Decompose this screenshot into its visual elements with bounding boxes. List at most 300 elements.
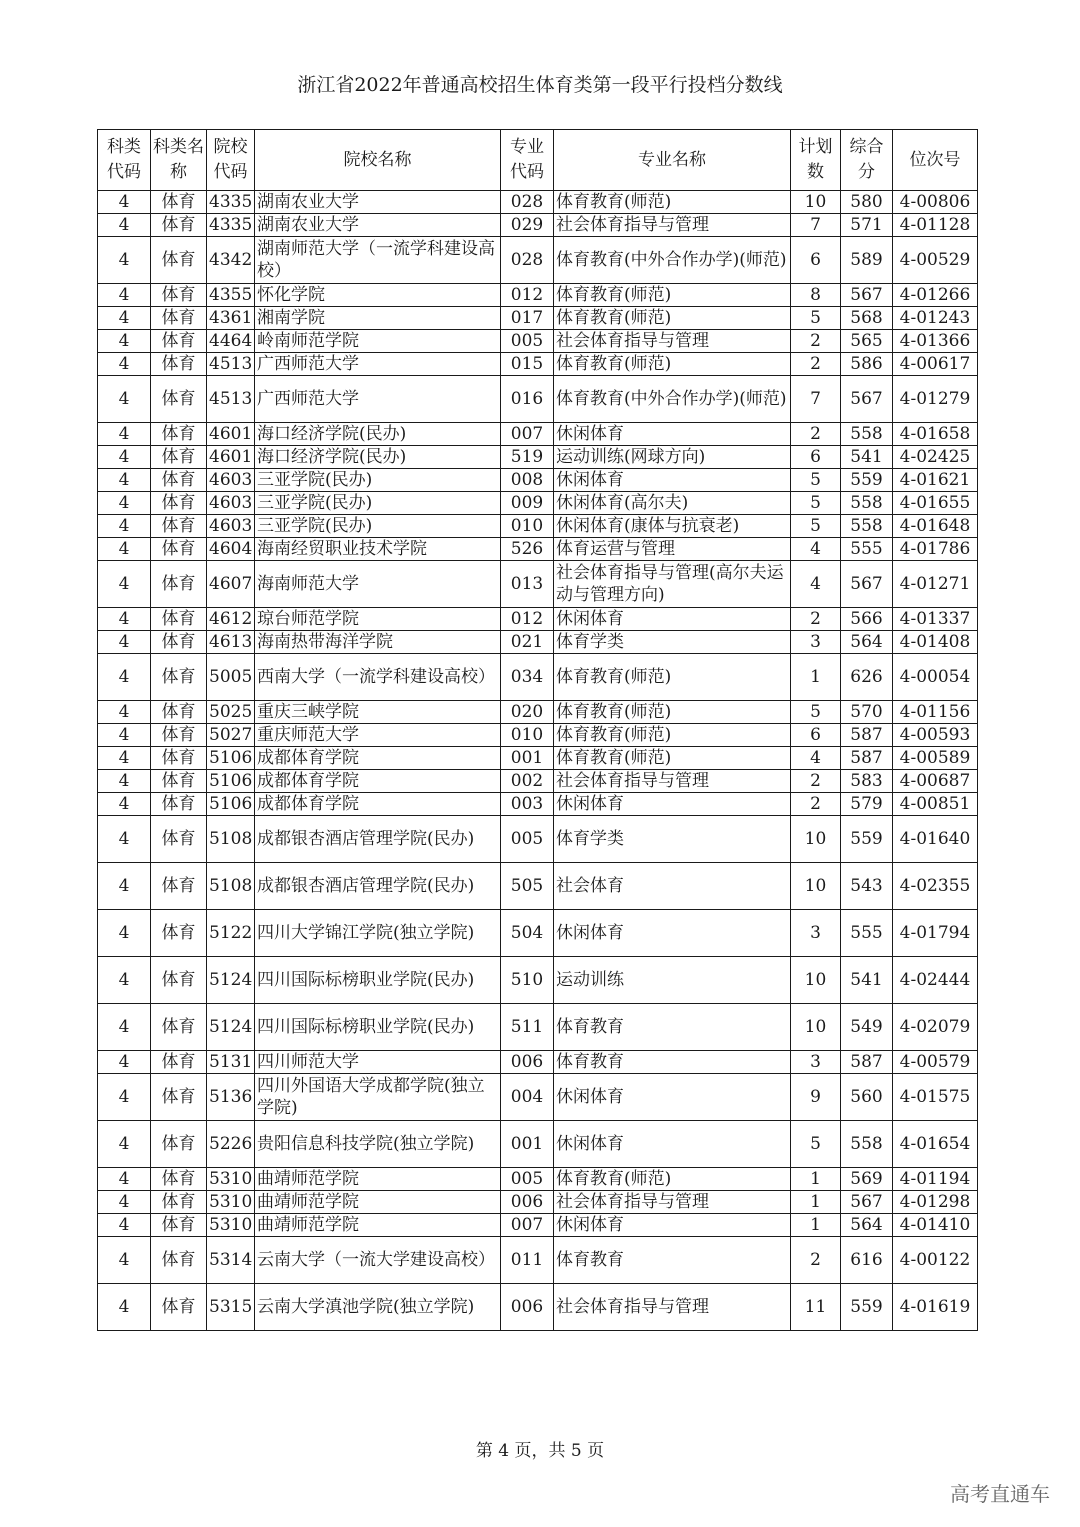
- cell-major-code: 011: [501, 1237, 554, 1284]
- cell-major-code: 034: [501, 654, 554, 701]
- table-row: [98, 515, 978, 538]
- cell-major-name: 休闲体育: [554, 423, 791, 446]
- cell-category-code: 4: [98, 538, 151, 561]
- cell-category-name: 体育: [151, 747, 207, 770]
- header-composite-score: 综合分: [841, 130, 893, 191]
- cell-major-name: 休闲体育: [554, 793, 791, 816]
- cell-school-code: 4613: [207, 631, 255, 654]
- cell-school-code: 5310: [207, 1214, 255, 1237]
- cell-plan-count: 5: [791, 515, 841, 538]
- cell-category-code: 4: [98, 423, 151, 446]
- cell-plan-count: 5: [791, 701, 841, 724]
- cell-category-name: 体育: [151, 1004, 207, 1051]
- cell-school-code: 5005: [207, 654, 255, 701]
- cell-school-name: 三亚学院(民办): [255, 515, 501, 538]
- table-row: [98, 863, 978, 910]
- table-row: [98, 701, 978, 724]
- cell-category-name: 体育: [151, 910, 207, 957]
- cell-category-name: 体育: [151, 284, 207, 307]
- cell-category-code: 4: [98, 631, 151, 654]
- header-plan-count: 计划数: [791, 130, 841, 191]
- cell-composite-score: 558: [841, 423, 893, 446]
- cell-major-code: 021: [501, 631, 554, 654]
- cell-category-code: 4: [98, 608, 151, 631]
- cell-school-code: 5315: [207, 1284, 255, 1331]
- cell-school-code: 5108: [207, 863, 255, 910]
- cell-major-name: 社会体育指导与管理: [554, 1191, 791, 1214]
- cell-composite-score: 560: [841, 1074, 893, 1121]
- cell-composite-score: 559: [841, 816, 893, 863]
- page-indicator: 第 4 页，共 5 页: [475, 1441, 605, 1461]
- table-row: [98, 330, 978, 353]
- cell-category-name: 体育: [151, 724, 207, 747]
- cell-composite-score: 626: [841, 654, 893, 701]
- table-row: [98, 214, 978, 237]
- cell-category-code: 4: [98, 1214, 151, 1237]
- cell-category-name: 体育: [151, 423, 207, 446]
- table-row: [98, 1074, 978, 1121]
- cell-school-name: 四川国际标榜职业学院(民办): [255, 1004, 501, 1051]
- cell-school-name: 云南大学（一流大学建设高校）: [255, 1237, 501, 1284]
- cell-category-code: 4: [98, 446, 151, 469]
- cell-composite-score: 541: [841, 957, 893, 1004]
- cell-category-code: 4: [98, 492, 151, 515]
- cell-rank: 4-00617: [893, 353, 978, 376]
- cell-rank: 4-02425: [893, 446, 978, 469]
- cell-composite-score: 571: [841, 214, 893, 237]
- cell-composite-score: 587: [841, 1051, 893, 1074]
- cell-rank: 4-01194: [893, 1168, 978, 1191]
- cell-category-name: 体育: [151, 1051, 207, 1074]
- cell-major-code: 010: [501, 515, 554, 538]
- cell-category-name: 体育: [151, 957, 207, 1004]
- cell-rank: 4-01654: [893, 1121, 978, 1168]
- cell-school-code: 4335: [207, 191, 255, 214]
- cell-plan-count: 3: [791, 631, 841, 654]
- cell-plan-count: 10: [791, 816, 841, 863]
- table-row: [98, 957, 978, 1004]
- cell-school-name: 岭南师范学院: [255, 330, 501, 353]
- cell-major-code: 010: [501, 724, 554, 747]
- cell-category-code: 4: [98, 863, 151, 910]
- cell-plan-count: 6: [791, 724, 841, 747]
- cell-plan-count: 5: [791, 469, 841, 492]
- cell-school-name: 四川外国语大学成都学院(独立学院): [255, 1074, 501, 1121]
- cell-plan-count: 3: [791, 910, 841, 957]
- table-row: [98, 353, 978, 376]
- cell-major-code: 008: [501, 469, 554, 492]
- cell-major-name: 社会体育指导与管理(高尔夫运动与管理方向): [554, 561, 791, 608]
- cell-school-code: 5108: [207, 816, 255, 863]
- cell-school-name: 贵阳信息科技学院(独立学院): [255, 1121, 501, 1168]
- cell-category-code: 4: [98, 1191, 151, 1214]
- cell-rank: 4-01648: [893, 515, 978, 538]
- cell-composite-score: 558: [841, 1121, 893, 1168]
- cell-plan-count: 2: [791, 793, 841, 816]
- cell-composite-score: 587: [841, 747, 893, 770]
- cell-school-code: 4604: [207, 538, 255, 561]
- cell-school-code: 5314: [207, 1237, 255, 1284]
- cell-major-code: 504: [501, 910, 554, 957]
- cell-category-code: 4: [98, 214, 151, 237]
- cell-category-code: 4: [98, 1284, 151, 1331]
- cell-major-name: 体育教育(师范): [554, 724, 791, 747]
- cell-plan-count: 7: [791, 376, 841, 423]
- cell-major-code: 003: [501, 793, 554, 816]
- cell-school-name: 成都银杏酒店管理学院(民办): [255, 816, 501, 863]
- cell-rank: 4-00806: [893, 191, 978, 214]
- cell-school-code: 4603: [207, 492, 255, 515]
- cell-major-name: 体育教育(师范): [554, 747, 791, 770]
- cell-plan-count: 5: [791, 492, 841, 515]
- cell-major-code: 519: [501, 446, 554, 469]
- cell-school-code: 4464: [207, 330, 255, 353]
- cell-school-name: 成都体育学院: [255, 770, 501, 793]
- table-row: [98, 608, 978, 631]
- table-row: [98, 1237, 978, 1284]
- cell-category-name: 体育: [151, 608, 207, 631]
- cell-rank: 4-00122: [893, 1237, 978, 1284]
- table-row: [98, 1168, 978, 1191]
- cell-major-code: 013: [501, 561, 554, 608]
- cell-major-name: 休闲体育: [554, 1074, 791, 1121]
- cell-school-code: 5136: [207, 1074, 255, 1121]
- document-title: 浙江省2022年普通高校招生体育类第一段平行投档分数线: [297, 74, 783, 96]
- cell-plan-count: 2: [791, 423, 841, 446]
- cell-school-name: 湖南农业大学: [255, 214, 501, 237]
- table-row: [98, 469, 978, 492]
- cell-school-code: 5124: [207, 1004, 255, 1051]
- cell-category-code: 4: [98, 910, 151, 957]
- header-rank: 位次号: [893, 130, 978, 191]
- cell-major-name: 体育教育: [554, 1051, 791, 1074]
- cell-category-name: 体育: [151, 1121, 207, 1168]
- cell-category-name: 体育: [151, 237, 207, 284]
- cell-category-code: 4: [98, 654, 151, 701]
- cell-composite-score: 587: [841, 724, 893, 747]
- cell-category-code: 4: [98, 957, 151, 1004]
- cell-major-name: 休闲体育: [554, 1121, 791, 1168]
- cell-plan-count: 1: [791, 1191, 841, 1214]
- cell-school-name: 曲靖师范学院: [255, 1168, 501, 1191]
- cell-major-name: 休闲体育: [554, 1214, 791, 1237]
- header-category-code: 科类代码: [98, 130, 151, 191]
- cell-plan-count: 10: [791, 191, 841, 214]
- cell-composite-score: 616: [841, 1237, 893, 1284]
- cell-category-name: 体育: [151, 214, 207, 237]
- cell-school-name: 成都银杏酒店管理学院(民办): [255, 863, 501, 910]
- cell-composite-score: 541: [841, 446, 893, 469]
- cell-major-name: 社会体育: [554, 863, 791, 910]
- cell-school-name: 湘南学院: [255, 307, 501, 330]
- cell-school-code: 5106: [207, 793, 255, 816]
- cell-category-code: 4: [98, 793, 151, 816]
- cell-composite-score: 570: [841, 701, 893, 724]
- cell-major-code: 006: [501, 1191, 554, 1214]
- cell-school-name: 湖南师范大学（一流学科建设高校）: [255, 237, 501, 284]
- cell-rank: 4-00589: [893, 747, 978, 770]
- cell-rank: 4-00687: [893, 770, 978, 793]
- header-major-code: 专业代码: [501, 130, 554, 191]
- cell-plan-count: 10: [791, 863, 841, 910]
- cell-composite-score: 567: [841, 1191, 893, 1214]
- table-row: [98, 1284, 978, 1331]
- cell-school-code: 5025: [207, 701, 255, 724]
- header-major-name: 专业名称: [554, 130, 791, 191]
- cell-composite-score: 565: [841, 330, 893, 353]
- cell-category-name: 体育: [151, 515, 207, 538]
- cell-category-code: 4: [98, 469, 151, 492]
- cell-composite-score: 589: [841, 237, 893, 284]
- cell-composite-score: 567: [841, 376, 893, 423]
- cell-school-code: 4603: [207, 469, 255, 492]
- cell-plan-count: 2: [791, 770, 841, 793]
- cell-school-name: 海南师范大学: [255, 561, 501, 608]
- cell-category-name: 体育: [151, 631, 207, 654]
- cell-major-code: 007: [501, 423, 554, 446]
- cell-plan-count: 1: [791, 1214, 841, 1237]
- cell-major-code: 009: [501, 492, 554, 515]
- cell-rank: 4-00579: [893, 1051, 978, 1074]
- cell-school-name: 三亚学院(民办): [255, 492, 501, 515]
- table-row: [98, 654, 978, 701]
- cell-major-name: 休闲体育: [554, 910, 791, 957]
- cell-rank: 4-01271: [893, 561, 978, 608]
- table-row: [98, 1191, 978, 1214]
- cell-major-code: 005: [501, 330, 554, 353]
- cell-school-name: 曲靖师范学院: [255, 1214, 501, 1237]
- cell-rank: 4-01410: [893, 1214, 978, 1237]
- cell-major-code: 007: [501, 1214, 554, 1237]
- cell-rank: 4-01128: [893, 214, 978, 237]
- cell-major-name: 社会体育指导与管理: [554, 1284, 791, 1331]
- cell-school-name: 怀化学院: [255, 284, 501, 307]
- cell-major-code: 028: [501, 191, 554, 214]
- cell-school-code: 4342: [207, 237, 255, 284]
- cell-school-name: 四川师范大学: [255, 1051, 501, 1074]
- cell-school-code: 4603: [207, 515, 255, 538]
- cell-category-name: 体育: [151, 330, 207, 353]
- cell-rank: 4-02444: [893, 957, 978, 1004]
- cell-major-code: 006: [501, 1284, 554, 1331]
- cell-rank: 4-00529: [893, 237, 978, 284]
- cell-composite-score: 559: [841, 1284, 893, 1331]
- table-row: [98, 1121, 978, 1168]
- table-row: [98, 631, 978, 654]
- cell-composite-score: 555: [841, 538, 893, 561]
- cell-composite-score: 583: [841, 770, 893, 793]
- cell-school-code: 4601: [207, 423, 255, 446]
- cell-rank: 4-02079: [893, 1004, 978, 1051]
- score-table: [97, 129, 978, 1331]
- cell-major-code: 020: [501, 701, 554, 724]
- cell-plan-count: 4: [791, 561, 841, 608]
- cell-school-name: 海口经济学院(民办): [255, 446, 501, 469]
- cell-plan-count: 4: [791, 747, 841, 770]
- cell-plan-count: 4: [791, 538, 841, 561]
- cell-school-code: 4601: [207, 446, 255, 469]
- cell-major-name: 体育运营与管理: [554, 538, 791, 561]
- cell-major-name: 体育学类: [554, 631, 791, 654]
- table-row: [98, 237, 978, 284]
- cell-category-code: 4: [98, 307, 151, 330]
- cell-composite-score: 558: [841, 515, 893, 538]
- cell-major-name: 休闲体育: [554, 608, 791, 631]
- cell-major-name: 体育教育(师范): [554, 701, 791, 724]
- cell-category-name: 体育: [151, 492, 207, 515]
- cell-major-code: 505: [501, 863, 554, 910]
- table-row: [98, 1004, 978, 1051]
- cell-composite-score: 555: [841, 910, 893, 957]
- cell-category-name: 体育: [151, 353, 207, 376]
- cell-category-code: 4: [98, 770, 151, 793]
- cell-major-name: 休闲体育: [554, 469, 791, 492]
- cell-school-name: 广西师范大学: [255, 353, 501, 376]
- table-row: [98, 423, 978, 446]
- cell-rank: 4-01786: [893, 538, 978, 561]
- table-row: [98, 747, 978, 770]
- cell-major-name: 体育学类: [554, 816, 791, 863]
- cell-major-code: 017: [501, 307, 554, 330]
- cell-rank: 4-01298: [893, 1191, 978, 1214]
- cell-rank: 4-01794: [893, 910, 978, 957]
- cell-category-name: 体育: [151, 307, 207, 330]
- cell-composite-score: 567: [841, 284, 893, 307]
- cell-school-code: 5124: [207, 957, 255, 1004]
- cell-rank: 4-01408: [893, 631, 978, 654]
- cell-plan-count: 1: [791, 654, 841, 701]
- cell-major-name: 社会体育指导与管理: [554, 330, 791, 353]
- cell-category-code: 4: [98, 237, 151, 284]
- cell-school-code: 4335: [207, 214, 255, 237]
- cell-composite-score: 569: [841, 1168, 893, 1191]
- header-school-code: 院校代码: [207, 130, 255, 191]
- cell-composite-score: 558: [841, 492, 893, 515]
- cell-category-name: 体育: [151, 1237, 207, 1284]
- table-row: [98, 191, 978, 214]
- cell-major-code: 029: [501, 214, 554, 237]
- cell-major-code: 016: [501, 376, 554, 423]
- cell-composite-score: 564: [841, 1214, 893, 1237]
- cell-major-name: 体育教育(师范): [554, 353, 791, 376]
- cell-major-code: 510: [501, 957, 554, 1004]
- cell-major-name: 体育教育(师范): [554, 191, 791, 214]
- cell-category-name: 体育: [151, 793, 207, 816]
- cell-category-name: 体育: [151, 191, 207, 214]
- cell-category-code: 4: [98, 816, 151, 863]
- cell-school-code: 5131: [207, 1051, 255, 1074]
- cell-composite-score: 549: [841, 1004, 893, 1051]
- cell-school-name: 重庆三峡学院: [255, 701, 501, 724]
- table-row: [98, 492, 978, 515]
- table-row: [98, 1051, 978, 1074]
- cell-category-name: 体育: [151, 538, 207, 561]
- cell-rank: 4-01655: [893, 492, 978, 515]
- cell-rank: 4-00851: [893, 793, 978, 816]
- cell-school-name: 广西师范大学: [255, 376, 501, 423]
- cell-major-code: 028: [501, 237, 554, 284]
- cell-rank: 4-00593: [893, 724, 978, 747]
- table-header-row: [98, 130, 978, 191]
- cell-composite-score: 568: [841, 307, 893, 330]
- cell-major-code: 005: [501, 816, 554, 863]
- cell-rank: 4-01619: [893, 1284, 978, 1331]
- cell-school-code: 4513: [207, 353, 255, 376]
- watermark: 高考直通车: [950, 1482, 1050, 1506]
- cell-plan-count: 6: [791, 446, 841, 469]
- cell-category-code: 4: [98, 284, 151, 307]
- cell-category-code: 4: [98, 353, 151, 376]
- cell-rank: 4-01621: [893, 469, 978, 492]
- cell-plan-count: 2: [791, 608, 841, 631]
- cell-rank: 4-01156: [893, 701, 978, 724]
- cell-plan-count: 3: [791, 1051, 841, 1074]
- cell-major-code: 015: [501, 353, 554, 376]
- cell-school-code: 5027: [207, 724, 255, 747]
- cell-category-name: 体育: [151, 469, 207, 492]
- cell-school-name: 海南经贸职业技术学院: [255, 538, 501, 561]
- cell-school-name: 成都体育学院: [255, 747, 501, 770]
- cell-category-code: 4: [98, 191, 151, 214]
- cell-major-code: 001: [501, 1121, 554, 1168]
- cell-plan-count: 6: [791, 237, 841, 284]
- cell-school-name: 重庆师范大学: [255, 724, 501, 747]
- cell-plan-count: 7: [791, 214, 841, 237]
- cell-major-name: 运动训练(网球方向): [554, 446, 791, 469]
- cell-composite-score: 566: [841, 608, 893, 631]
- cell-category-code: 4: [98, 1168, 151, 1191]
- cell-composite-score: 543: [841, 863, 893, 910]
- table-row: [98, 307, 978, 330]
- cell-plan-count: 5: [791, 1121, 841, 1168]
- cell-major-name: 体育教育(中外合作办学)(师范): [554, 376, 791, 423]
- cell-school-name: 海口经济学院(民办): [255, 423, 501, 446]
- cell-rank: 4-01266: [893, 284, 978, 307]
- cell-category-name: 体育: [151, 654, 207, 701]
- cell-category-name: 体育: [151, 376, 207, 423]
- cell-major-code: 002: [501, 770, 554, 793]
- cell-category-name: 体育: [151, 816, 207, 863]
- cell-category-code: 4: [98, 561, 151, 608]
- table-row: [98, 446, 978, 469]
- cell-category-code: 4: [98, 1004, 151, 1051]
- cell-category-name: 体育: [151, 1191, 207, 1214]
- cell-plan-count: 11: [791, 1284, 841, 1331]
- cell-school-name: 海南热带海洋学院: [255, 631, 501, 654]
- table-row: [98, 561, 978, 608]
- cell-school-name: 三亚学院(民办): [255, 469, 501, 492]
- cell-category-code: 4: [98, 1121, 151, 1168]
- cell-major-code: 004: [501, 1074, 554, 1121]
- cell-major-name: 社会体育指导与管理: [554, 214, 791, 237]
- cell-rank: 4-00054: [893, 654, 978, 701]
- cell-category-name: 体育: [151, 561, 207, 608]
- cell-major-name: 体育教育(师范): [554, 284, 791, 307]
- cell-school-code: 4355: [207, 284, 255, 307]
- cell-category-name: 体育: [151, 1074, 207, 1121]
- cell-plan-count: 2: [791, 353, 841, 376]
- cell-major-name: 运动训练: [554, 957, 791, 1004]
- cell-major-name: 社会体育指导与管理: [554, 770, 791, 793]
- table-row: [98, 1214, 978, 1237]
- table-body: [98, 191, 978, 1331]
- cell-school-code: 4612: [207, 608, 255, 631]
- cell-rank: 4-01640: [893, 816, 978, 863]
- cell-category-name: 体育: [151, 446, 207, 469]
- cell-plan-count: 8: [791, 284, 841, 307]
- cell-major-code: 005: [501, 1168, 554, 1191]
- cell-plan-count: 1: [791, 1168, 841, 1191]
